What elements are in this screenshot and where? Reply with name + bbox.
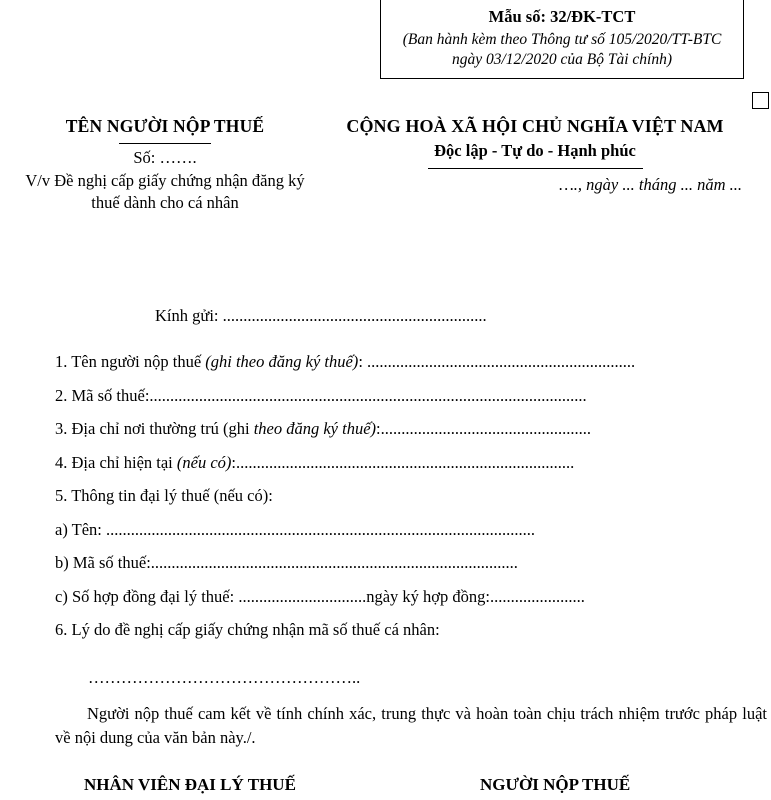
signature-taxpayer-label: NGƯỜI NỘP THUẾ xyxy=(480,775,631,794)
field-number: 6. xyxy=(55,620,68,639)
field-label: Tên: xyxy=(71,519,102,539)
form-code-value: 32/ĐK-TCT xyxy=(550,7,636,26)
signature-tax-agent-label: NHÂN VIÊN ĐẠI LÝ THUẾ xyxy=(84,775,296,794)
field-label: Thông tin đại lý thuế (nếu có): xyxy=(71,486,273,505)
field-label: Địa chỉ hiện tại xyxy=(71,452,173,472)
header-right-block xyxy=(310,116,760,195)
field-number: a) xyxy=(55,519,68,539)
field-number: 3. xyxy=(55,419,68,438)
form-field-row xyxy=(55,520,767,540)
field-number: 4. xyxy=(55,452,68,472)
form-field-row xyxy=(55,553,767,573)
national-title: CỘNG HOÀ XÃ HỘI CHỦ NGHĨA VIỆT NAM xyxy=(346,116,724,136)
header-left-block xyxy=(20,116,310,214)
taxpayer-name-heading: TÊN NGƯỜI NỘP THUẾ xyxy=(65,116,265,136)
field-note: theo đăng ký thuế) xyxy=(253,419,377,438)
field-dots: ........................................................................................................ xyxy=(101,519,536,539)
recipient-line: Kính gửi: ................................................................ xyxy=(155,306,487,325)
field-label: Mã số thuế: xyxy=(72,553,151,572)
field-dots: :.................................................................................. xyxy=(231,452,575,472)
form-field-row xyxy=(55,587,767,607)
header-right-divider xyxy=(428,168,643,169)
field-number: 1. xyxy=(55,352,68,371)
form-issued-note: (Ban hành kèm theo Thông tư số 105/2020/TT-BTC ngày 03/12/2020 của Bộ Tài chính) xyxy=(402,31,722,68)
document-subject: V/v Đề nghị cấp giấy chứng nhận đăng ký thuế dành cho cá nhân xyxy=(25,171,305,212)
field-dots: ...............................ngày ký hợp đồng:....................... xyxy=(234,586,585,606)
form-field-row xyxy=(55,419,767,439)
field-dots: ......................................................................................... xyxy=(150,553,518,572)
field-number: b) xyxy=(55,553,69,572)
commitment-paragraph: Người nộp thuế cam kết về tính chính xác, trung thực và hoàn toàn chịu trách nhiệm trước pháp luật về nội dung của văn bản này./. xyxy=(55,704,767,747)
field-label: Lý do đề nghị cấp giấy chứng nhận mã số thuế cá nhân: xyxy=(71,620,440,639)
form-number-box xyxy=(380,0,744,79)
field-label: Số hợp đồng đại lý thuế: xyxy=(71,586,235,606)
form-code-line xyxy=(391,6,733,27)
form-field-row xyxy=(55,352,767,372)
field-number: 5. xyxy=(55,486,68,505)
form-field-row xyxy=(55,386,767,406)
corner-square-marker xyxy=(752,92,769,109)
field-label: Tên người nộp thuế xyxy=(71,352,202,371)
field-number: 2. xyxy=(55,385,68,405)
form-field-row xyxy=(55,453,767,473)
field-dots: :.......................................................................................................... xyxy=(144,385,587,405)
national-motto: Độc lập - Tự do - Hạnh phúc xyxy=(434,141,636,160)
form-field-row xyxy=(55,620,767,640)
field-note: (ghi theo đăng ký thuế) xyxy=(205,352,359,371)
header-left-divider xyxy=(119,143,211,144)
form-code-label: Mẫu số: xyxy=(488,7,546,26)
field-label: Địa chỉ nơi thường trú (ghi xyxy=(71,419,250,438)
field-label: Mã số thuế xyxy=(71,385,145,405)
field-dots: :................................................... xyxy=(376,419,592,438)
reason-dots-line: ………………………………………….. xyxy=(88,668,361,687)
field-dots: : ................................................................. xyxy=(358,352,636,371)
field-note: (nếu có) xyxy=(176,452,232,472)
document-number: Số: ……. xyxy=(133,148,197,167)
form-field-row xyxy=(55,486,767,506)
form-fields-list xyxy=(55,352,767,654)
place-date-line: …., ngày ... tháng ... năm ... xyxy=(559,175,742,194)
field-number: c) xyxy=(55,586,68,606)
